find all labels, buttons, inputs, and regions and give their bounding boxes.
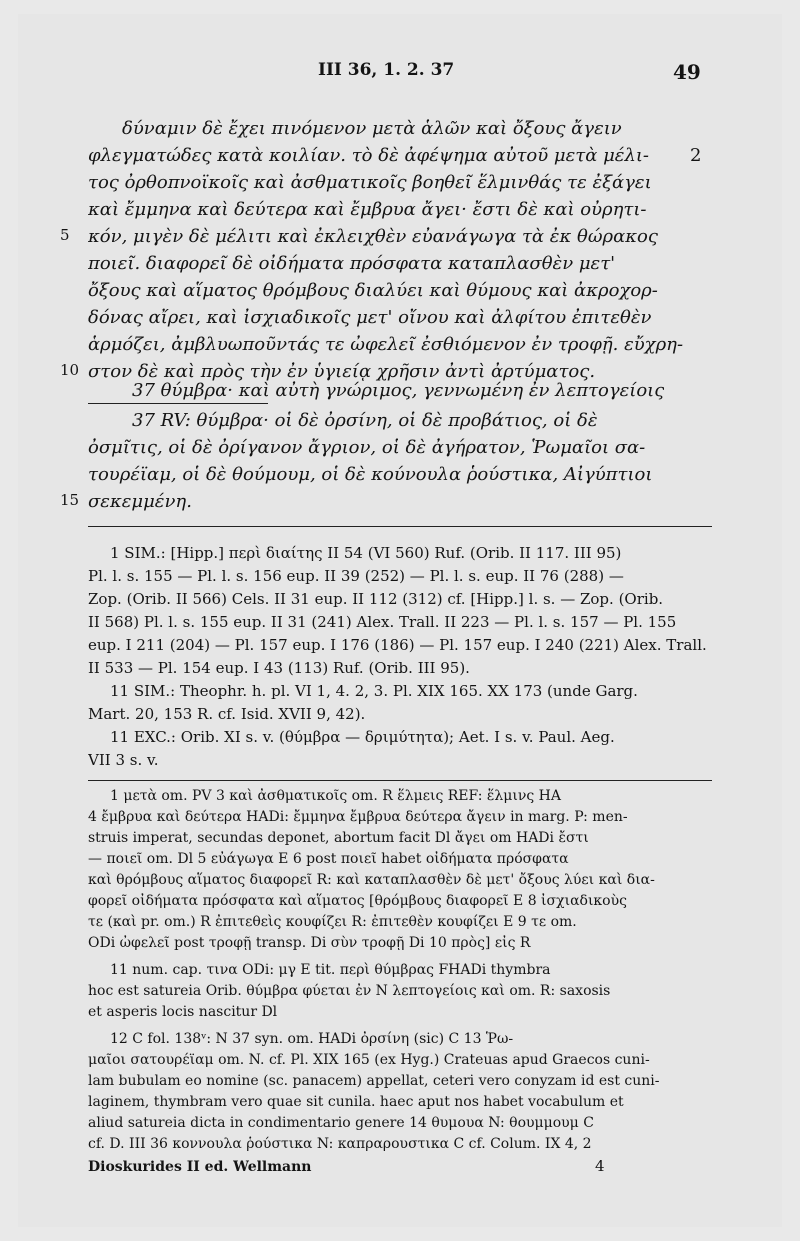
line-number: 5	[60, 226, 70, 244]
apparatus-line: aliud satureia dicta in condimentario genere 14 θυμουα N: θουμμουμ C	[88, 1115, 594, 1131]
running-header	[0, 60, 800, 90]
text-line: ποιεῖ. διαφορεῖ δὲ οἰδήματα πρόσφατα καταπλασθὲν μετ'	[88, 253, 616, 274]
text-line: σεκεμμένη.	[88, 491, 192, 512]
text-line: 37 RV: θύμβρα· οἱ δὲ ὀρσίνη, οἱ δὲ προβάτιος, οἱ δὲ	[132, 410, 598, 431]
apparatus-line: laginem, thymbram vero quae sit cunila. haec aput nos habet vocabulum et	[88, 1094, 624, 1110]
apparatus-line: φορεῖ οἰδήματα πρόσφατα καὶ αἵματος [θρόμβους διαφορεῖ E 8 ἰσχιαδικοὺς	[88, 893, 627, 909]
testimonia-line: II 568) Pl. l. s. 155 eup. II 31 (241) Alex. Trall. II 223 — Pl. l. s. 157 — Pl. 155	[88, 613, 677, 631]
text-line: στον δὲ καὶ πρὸς τὴν ἐν ὑγιείᾳ χρῆσιν ἀντὶ ἀρτύματος.	[88, 361, 596, 382]
testimonia-line: II 533 — Pl. 154 eup. I 43 (113) Ruf. (Orib. III 95).	[88, 659, 470, 677]
apparatus-line: cf. D. III 36 κοννουλα ῥούστικα N: καπραρουστικα C cf. Colum. IX 4, 2	[88, 1136, 592, 1152]
chapter-start-line: 37 θύμβρα· καὶ αὐτὴ γνώριμος, γεννωμένη ἐν λεπτογείοις	[132, 380, 665, 401]
apparatus-line: et asperis locis nascitur Dl	[88, 1004, 278, 1020]
testimonia-line: 11 EXC.: Orib. XI s. v. (θύμβρα — δριμύτητα); Aet. I s. v. Paul. Aeg.	[110, 728, 615, 746]
page-number: 49	[673, 60, 701, 84]
apparatus-line: 4 ἔμβρυα καὶ δεύτερα HADi: ἔμμηνα ἔμβρυα δεύτερα ἄγειν in marg. P: men-	[88, 809, 628, 825]
apparatus-line: struis imperat, secundas deponet, abortum facit Dl ἄγει om HADi ἔστι	[88, 830, 589, 846]
testimonia-line: eup. I 211 (204) — Pl. 157 eup. I 176 (186) — Pl. 157 eup. I 240 (221) Alex. Trall.	[88, 636, 707, 654]
testimonia-line: Zop. (Orib. II 566) Cels. II 31 eup. II 112 (312) cf. [Hipp.] l. s. — Zop. (Orib.	[88, 590, 664, 608]
text-line: δόνας αἴρει, καὶ ἰσχιαδικοῖς μετ' οἴνου καὶ ἀλφίτου ἐπιτεθὲν	[88, 307, 652, 328]
apparatus-line: lam bubulam eo nomine (sc. panacem) appellat, ceteri vero conyzam id est cuni-	[88, 1073, 660, 1089]
line-number: 15	[60, 491, 80, 509]
testimonia-line: 1 SIM.: [Hipp.] περὶ διαίτης II 54 (VI 560) Ruf. (Orib. II 117. III 95)	[110, 544, 622, 562]
apparatus-line: τε (καὶ pr. om.) R ἐπιτεθεὶς κουφίζει R: ἐπιτεθὲν κουφίζει E 9 τε om.	[88, 914, 577, 930]
text-line: ὀσμῖτις, οἱ δὲ ὀρίγανον ἄγριον, οἱ δὲ ἀγήρατον, Ῥωμαῖοι σα-	[88, 437, 646, 458]
text-line: τουρέϊαμ, οἱ δὲ θούμουμ, οἱ δὲ κούνουλα ῥούστικα, Αἰγύπτιοι	[88, 464, 653, 485]
testimonia-line: Pl. l. s. 155 — Pl. l. s. 156 eup. II 39 (252) — Pl. l. s. eup. II 76 (288) —	[88, 567, 624, 585]
running-head-title: III 36, 1. 2. 37	[318, 60, 455, 80]
section-rule	[88, 780, 712, 781]
text-line: ὄξους καὶ αἵματος θρόμβους διαλύει καὶ θύμους καὶ ἀκροχορ-	[88, 280, 658, 301]
testimonia-line: 11 SIM.: Theophr. h. pl. VI 1, 4. 2, 3. Pl. XIX 165. XX 173 (unde Garg.	[110, 682, 638, 700]
line-number: 10	[60, 361, 80, 379]
apparatus-line: 12 C fol. 138ᵛ: N 37 syn. om. HADi ὀρσίνη (sic) C 13 Ῥω-	[110, 1031, 514, 1047]
apparatus-line: 1 μετὰ om. PV 3 καὶ ἀσθματικοῖς om. R ἕλμεις REF: ἕλμινς HA	[110, 788, 561, 804]
apparatus-line: ODi ὠφελεῖ post τροφῇ transp. Di σὺν τροφῇ Di 10 πρὸς] εἰς R	[88, 935, 531, 951]
signature-number: 4	[595, 1157, 605, 1175]
text-line: δύναμιν δὲ ἔχει πινόμενον μετὰ ἁλῶν καὶ ὄξους ἄγειν	[122, 118, 622, 139]
text-line: καὶ ἔμμηνα καὶ δεύτερα καὶ ἔμβρυα ἄγει· ἔστι δὲ καὶ οὐρητι-	[88, 199, 647, 220]
section-rule	[88, 526, 712, 527]
short-rule	[88, 403, 268, 404]
testimonia-line: Mart. 20, 153 R. cf. Isid. XVII 9, 42).	[88, 705, 366, 723]
apparatus-line: — ποιεῖ om. Dl 5 εὐάγωγα E 6 post ποιεῖ habet οἰδήματα πρόσφατα	[88, 851, 569, 867]
text-line: φλεγματώδες κατὰ κοιλίαν. τὸ δὲ ἀφέψημα αὐτοῦ μετὰ μέλι-	[88, 145, 649, 166]
apparatus-line: 11 num. cap. τινα ODi: μγ E tit. περὶ θύμβρας FHADi thymbra	[110, 962, 551, 978]
apparatus-line: καὶ θρόμβους αἵματος διαφορεῖ R: καὶ καταπλασθὲν δὲ μετ' ὄξους λύει καὶ δια-	[88, 872, 655, 888]
text-line: τος ὀρθοπνοϊκοῖς καὶ ἀσθματικοῖς βοηθεῖ ἕλμινθάς τε ἐξάγει	[88, 172, 652, 193]
text-line: κόν, μιγὲν δὲ μέλιτι καὶ ἐκλειχθὲν εὐανάγωγα τὰ ἐκ θώρακος	[88, 226, 658, 247]
text-line: ἁρμόζει, ἀμβλυωποῦντάς τε ὠφελεῖ ἐσθιόμενον ἐν τροφῇ. εὔχρη-	[88, 334, 684, 355]
apparatus-line: μαῖοι σατουρέϊαμ om. N. cf. Pl. XIX 165 (ex Hyg.) Crateuas apud Graecos cuni-	[88, 1052, 650, 1068]
signature-line: Dioskurides II ed. Wellmann	[88, 1159, 312, 1175]
testimonia-line: VII 3 s. v.	[88, 751, 159, 769]
margin-number: 2	[690, 145, 702, 166]
apparatus-line: hoc est satureia Orib. θύμβρα φύεται ἐν N λεπτογείοις καὶ om. R: saxosis	[88, 983, 611, 999]
